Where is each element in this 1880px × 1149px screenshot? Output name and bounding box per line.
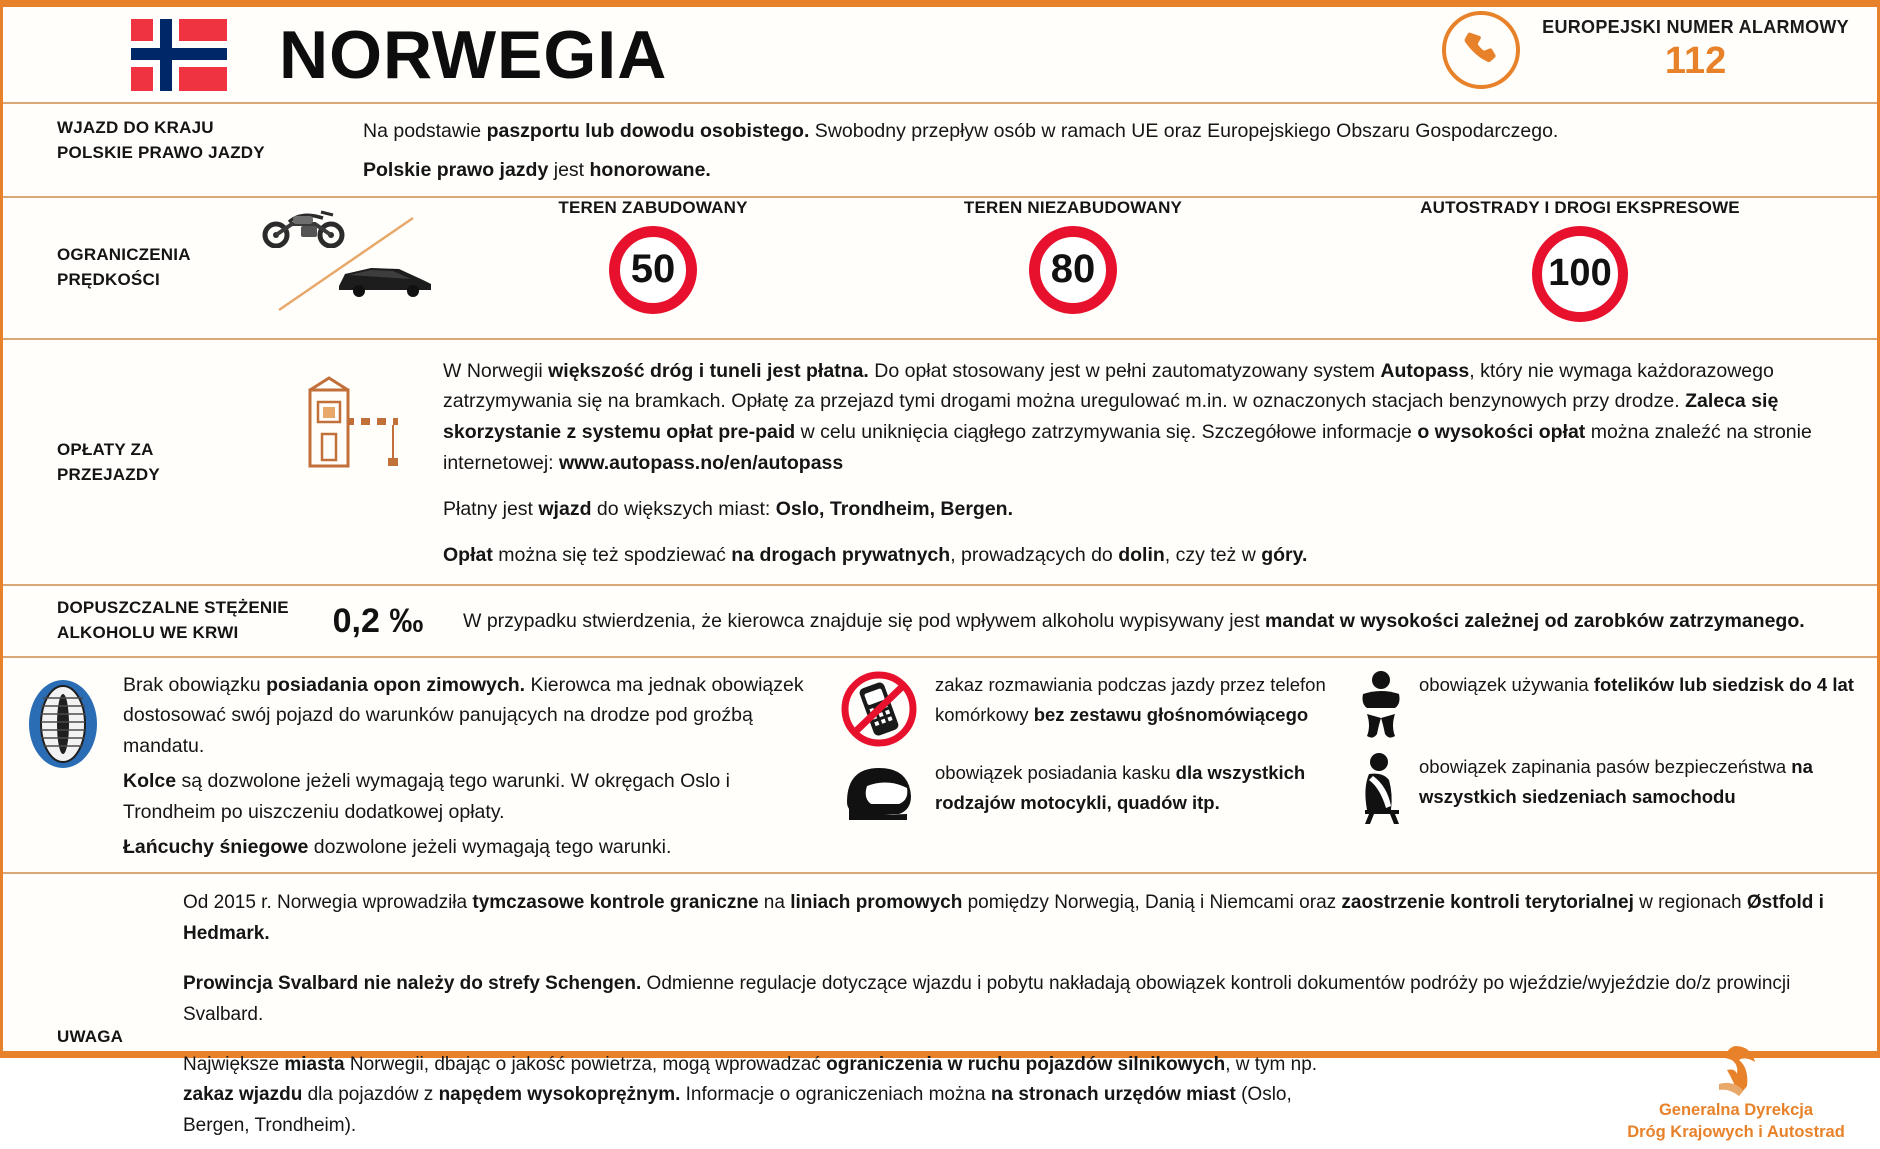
equip-paragraph-3: Łańcuchy śniegowe dozwolone jeżeli wymagają tego warunki.	[123, 835, 672, 858]
notice-paragraph-1: Od 2015 r. Norwegia wprowadziła tymczasowe kontrole graniczne na liniach promowych pomiędzy Norwegią, Danią i Niemcami oraz zaostrzenie kontroli terytorialnej w regionach Østfold i Hedmark.	[183, 892, 1824, 944]
motorcycle-icon	[259, 202, 351, 248]
speed-limit-columns	[443, 198, 1877, 338]
row-label-tolls: OPŁATY ZA PRZEJAZDY	[57, 440, 160, 484]
picto-no-phone	[833, 670, 1353, 748]
row-body-alcohol	[463, 606, 1877, 637]
row-body-tolls	[443, 356, 1877, 571]
vehicle-icons	[253, 198, 443, 338]
toll-paragraph-3: Opłat można się też spodziewać na drogach prywatnych, prowadzących do dolin, czy też w góry.	[443, 543, 1308, 566]
notice-paragraph-3: Największe miasta Norwegii, dbając o jakość powietrza, mogą wprowadzać ograniczenia w ruchu pojazdów silnikowych, w tym np. zakaz wjazdu dla pojazdów z napędem wysokoprężnym. Informacje o ograniczeniach można na stronach urzędów miast (Oslo, Bergen, Trondheim).	[183, 1054, 1318, 1136]
picto-no-phone-text: zakaz rozmawiania podczas jazdy przez telefon komórkowy bez zestawu głośnomówiącego	[935, 673, 1326, 725]
row-entry-requirements	[3, 104, 1877, 196]
equip-paragraph-2: Kolce są dozwolone jeżeli wymagają tego warunki. W okręgach Oslo i Trondheim po uiszczeniu dodatkowej opłaty.	[123, 770, 730, 823]
row-label-alcohol: DOPUSZCZALNE STĘŻENIE ALKOHOLU WE KRWI	[57, 598, 289, 643]
picto-seatbelt-text: obowiązek zapinania pasów bezpieczeństwa na wszystkich siedzeniach samochodu	[1419, 755, 1813, 807]
speed-column-rural: TEREN NIEZABUDOWANY 80	[863, 198, 1283, 314]
picto-child-seat	[1353, 670, 1877, 742]
car-icon	[333, 260, 437, 300]
phone-in-circle-icon	[1442, 11, 1520, 89]
row-label-entry: WJAZD DO KRAJU POLSKIE PRAWO JAZDY	[57, 118, 265, 162]
row-speed-limits	[3, 198, 1877, 338]
winter-tyres-block	[3, 670, 833, 863]
gddkia-arrow-icon	[1621, 1044, 1851, 1100]
row-label-speed: OGRANICZENIA PRĘDKOŚCI	[57, 244, 191, 289]
picto-seatbelt	[1353, 752, 1877, 824]
speed-column-urban: TEREN ZABUDOWANY 50	[443, 198, 863, 314]
entry-paragraph-2: Polskie prawo jazdy jest honorowane.	[363, 158, 711, 181]
picto-helmet-text: obowiązek posiadania kasku dla wszystkich rodzajów motocykli, quadów itp.	[935, 761, 1306, 813]
row-notice	[3, 874, 1877, 1149]
equipment-pictos-left	[833, 670, 1353, 863]
row-equipment	[3, 658, 1877, 873]
picto-helmet	[833, 758, 1353, 824]
equip-paragraph-1: Brak obowiązku posiadania opon zimowych. Kierowca ma jednak obowiązek dostosować swój pojazd do warunków panujących na drodze pod groźbą mandatu.	[123, 673, 804, 758]
entry-paragraph-1: Na podstawie paszportu lub dowodu osobistego. Swobodny przepływ osób w ramach UE oraz Europejskiego Obszaru Gospodarczego.	[363, 120, 1559, 142]
row-label-notice: UWAGA	[57, 1027, 124, 1047]
notice-paragraph-2: Prowincja Svalbard nie należy do strefy Schengen. Odmienne regulacje dotyczące wjazdu i pobytu nakładają obowiązek kontroli dokumentów podróży po wjeździe/wyjeździe do/z prowincji Svalbard.	[183, 973, 1791, 1025]
no-mobile-phone-icon	[833, 670, 925, 748]
emergency-number-block	[1442, 11, 1849, 89]
emergency-label: EUROPEJSKI NUMER ALARMOWY	[1542, 17, 1849, 37]
autopass-link[interactable]: www.autopass.no/en/autopass	[558, 451, 844, 474]
speed-sign-80: 80	[1029, 226, 1117, 314]
alcohol-limit-value: 0,2 ‰	[332, 601, 424, 640]
winter-tyres-text	[123, 670, 833, 863]
child-seat-icon	[1353, 670, 1409, 742]
row-body-entry	[363, 116, 1877, 186]
gddkia-logo: Generalna Dyrekcja Dróg Krajowych i Autostrad	[1621, 1044, 1851, 1143]
helmet-icon	[833, 758, 925, 824]
toll-paragraph-2: Płatny jest wjazd do większych miast: Oslo, Trondheim, Bergen.	[443, 497, 1014, 520]
equipment-pictos-right	[1353, 670, 1877, 863]
toll-gate-icon	[253, 356, 443, 571]
row-tolls	[3, 340, 1877, 585]
emergency-number: 112	[1664, 40, 1727, 82]
speed-column-motorway: AUTOSTRADY I DROGI EKSPRESOWE 100	[1283, 198, 1877, 322]
toll-paragraph-1: W Norwegii większość dróg i tuneli jest płatna. Do opłat stosowany jest w pełni zautomatyzowany system Autopass, który nie wymaga każdorazowego zatrzymywania się na bramkach. Opłatę za przejazd tymi drogami można uregulować m.in. w oznaczonych stacjach benzynowych przy drodze. Zaleca się skorzystanie z systemu opłat pre-paid w celu uniknięcia ciągłego zatrzymywania się. Szczegółowe informacje o wysokości opłat można znaleźć na stronie internetowej: www.autopass.no/en/autopass	[443, 359, 1812, 474]
row-alcohol-limit	[3, 586, 1877, 655]
picto-child-seat-text: obowiązek używania fotelików lub siedzisk do 4 lat	[1419, 673, 1854, 695]
speed-sign-100: 100	[1532, 226, 1628, 322]
page-title: NORWEGIA	[279, 16, 668, 93]
winter-tyre-icon	[3, 670, 123, 863]
alcohol-paragraph: W przypadku stwierdzenia, że kierowca znajduje się pod wpływem alkoholu wypisywany jest mandat w wysokości zależnej od zarobków zatrzymanego.	[463, 609, 1805, 632]
header	[3, 7, 1877, 102]
speed-sign-50: 50	[609, 226, 697, 314]
seatbelt-icon	[1353, 752, 1409, 824]
norway-flag-icon	[131, 19, 227, 91]
